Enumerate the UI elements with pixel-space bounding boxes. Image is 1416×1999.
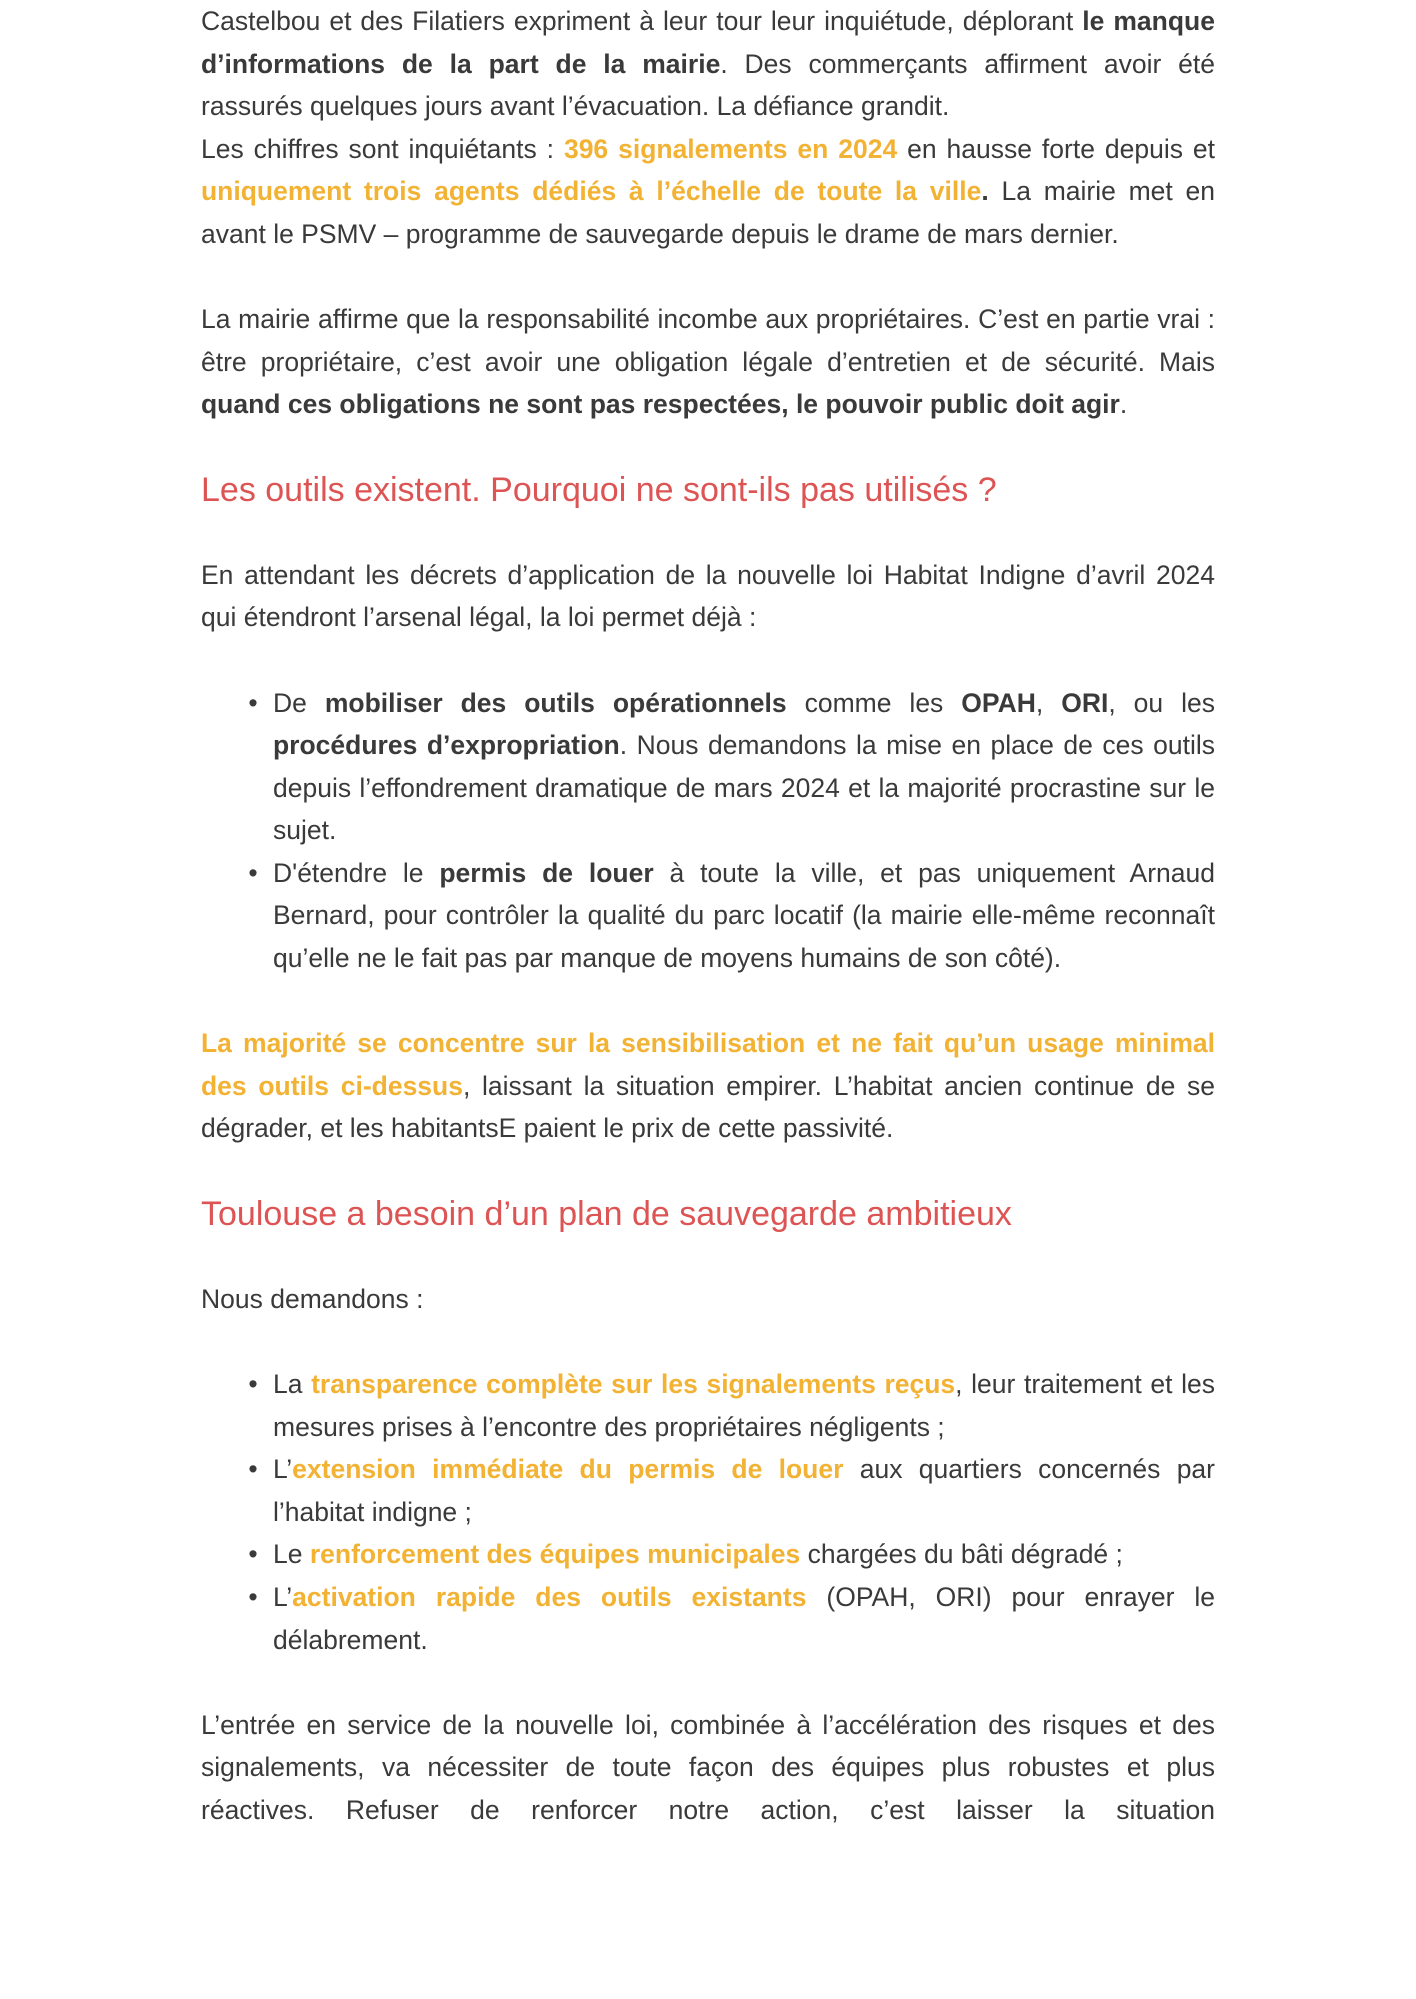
bold-text: permis de louer (439, 857, 654, 888)
list-item (201, 682, 1215, 852)
spacer (201, 639, 1215, 682)
text-span: D'étendre le (273, 857, 440, 888)
highlight-text: renforcement des équipes municipales (309, 1539, 801, 1570)
text-span: La mairie affirme que la responsabilité incombe aux propriétaires. C’est en partie vrai : être propriétaire, c’est avoir une obligation légale d’entretien et de sécurité. Mais (201, 304, 1215, 377)
text-span: , leur traitement et les mesures prises à l’encontre des propriétaires négligents ; (273, 1369, 1215, 1442)
text-span: L’ (273, 1454, 293, 1485)
paragraph-law: En attendant les décrets d’application de la nouvelle loi Habitat Indigne d’avril 2024 qui étendront l’arsenal légal, la loi permet déjà : (201, 559, 1215, 633)
bullet-icon: • (248, 1369, 258, 1399)
text-span: Castelbou et des Filatiers expriment à leur tour leur inquiétude, déplorant (201, 6, 1083, 36)
text-span: , laissant la situation empirer. L’habitat ancien continue de se dégrader, et les habitantsE paient le prix de cette passivité. (201, 1070, 1215, 1144)
text-span: La (273, 1369, 312, 1399)
paragraph-intro (201, 0, 1215, 128)
text-span: à toute la ville, et pas uniquement Arnaud Bernard, pour contrôler la qualité du parc locatif (la mairie elle-même reconnaît qu’elle ne le fait pas par manque de moyens humains de son côté). (273, 857, 1215, 974)
paragraph-figures (201, 128, 1215, 256)
text-span: comme les (786, 687, 962, 718)
spacer (201, 1320, 1215, 1363)
spacer (201, 426, 1215, 469)
text-span: . Nous demandons la mise en place de ces outils depuis l’effondrement dramatique de mars 2024 et la majorité procrastine sur le sujet. (273, 730, 1215, 846)
text-span: , ou les (1108, 687, 1215, 718)
paragraph-responsibility (201, 298, 1215, 426)
bold-text: . (981, 176, 989, 207)
text-span: L’ (273, 1581, 293, 1612)
highlight-text: extension immédiate du permis de louer (292, 1454, 844, 1485)
bullet-icon: • (248, 1581, 258, 1612)
bullet-icon: • (248, 1454, 258, 1485)
spacer (201, 511, 1215, 554)
bullet-list-demands (201, 1363, 1215, 1661)
paragraph-conclusion: L’entrée en service de la nouvelle loi, combinée à l’accélération des risques et des signalements, va nécessiter de toute façon des équipes plus robustes et plus réactives. Refuser de renforcer notre action, c’est laisser la situation (201, 1709, 1215, 1825)
text-span: aux quartiers concernés par l’habitat indigne ; (273, 1454, 1215, 1527)
text-span: Les chiffres sont inquiétants : (201, 133, 564, 164)
bullet-icon: • (248, 857, 258, 888)
bullet-icon: • (248, 1539, 258, 1570)
bold-text: mobiliser des outils opérationnels (324, 687, 787, 718)
bold-text: quand ces obligations ne sont pas respectées, le pouvoir public doit agir (201, 389, 1120, 420)
highlight-text: 396 signalements en 2024 (563, 133, 898, 164)
highlight-text: uniquement trois agents dédiés à l’échelle de toute la ville (201, 176, 982, 207)
bullet-icon: • (248, 687, 258, 718)
text-span: (OPAH, ORI) pour enrayer le délabrement. (273, 1581, 1215, 1655)
document-page (201, 0, 1215, 1832)
text-span: . Des commerçants affirment avoir été rassurés quelques jours avant l’évacuation. La défiance grandit. (201, 48, 1215, 122)
highlight-text: activation rapide des outils existants (292, 1581, 807, 1612)
spacer (201, 980, 1215, 1023)
text-span: chargées du bâti dégradé ; (800, 1539, 1123, 1570)
paragraph-demands-intro: Nous demandons : (201, 1283, 424, 1314)
bold-text: ORI (1061, 687, 1109, 718)
spacer (201, 1235, 1215, 1278)
list-item (201, 1448, 1215, 1533)
bold-text: procédures d’expropriation (273, 730, 620, 761)
bold-text: le manque d’informations de la part de la mairie (201, 6, 1215, 79)
section-heading-tools: Les outils existent. Pourquoi ne sont-ils pas utilisés ? (201, 470, 997, 509)
spacer (201, 256, 1215, 299)
section-heading-plan: Toulouse a besoin d’un plan de sauvegarde ambitieux (201, 1194, 1012, 1233)
highlight-text: La majorité se concentre sur la sensibilisation et ne fait qu’un usage minimal des outils ci-dessus (201, 1028, 1215, 1101)
list-item (201, 1363, 1215, 1448)
text-span: La mairie met en avant le PSMV – programme de sauvegarde depuis le drame de mars dernier. (201, 176, 1215, 249)
bold-text: OPAH (961, 687, 1036, 718)
spacer (201, 1150, 1215, 1193)
list-item (201, 1576, 1215, 1661)
list-item (201, 852, 1215, 980)
text-span: en hausse forte depuis et (897, 133, 1215, 164)
spacer (201, 1661, 1215, 1704)
paragraph-majority (201, 1022, 1215, 1150)
bullet-list-tools (201, 682, 1215, 980)
text-span: De (273, 687, 325, 718)
list-item (201, 1533, 1215, 1576)
text-span: , (1035, 687, 1062, 718)
text-span: . (1119, 389, 1128, 420)
highlight-text: transparence complète sur les signalements reçus (311, 1369, 956, 1399)
text-span: Le (273, 1539, 310, 1570)
